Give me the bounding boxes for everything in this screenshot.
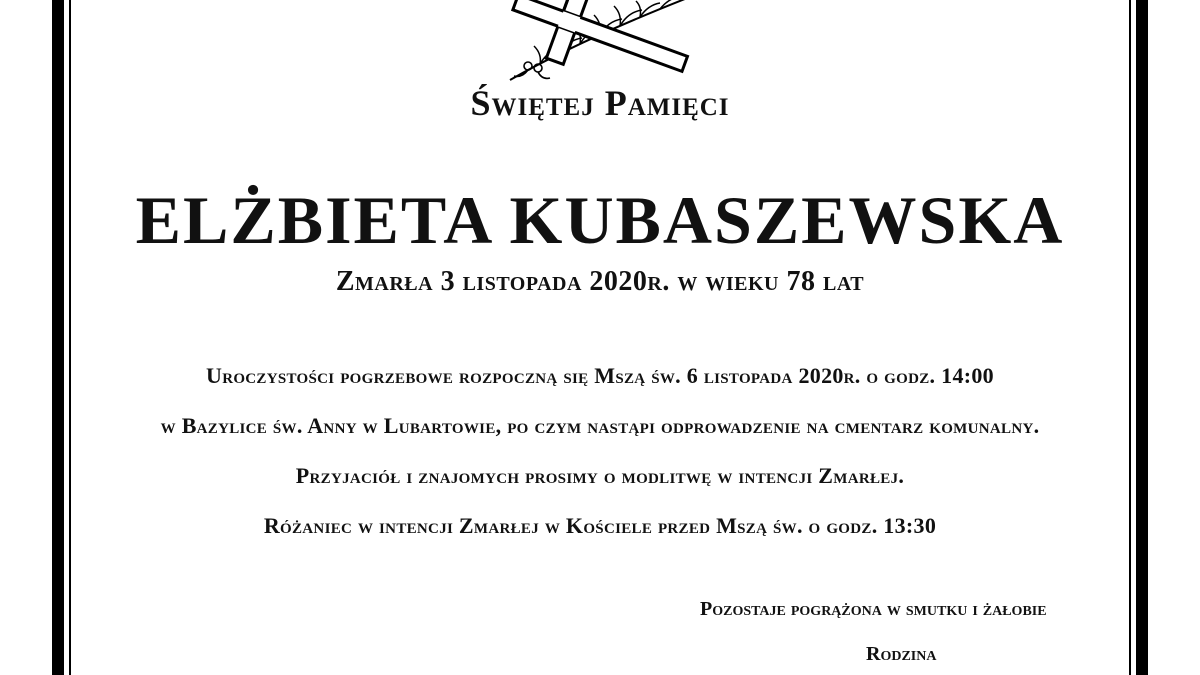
funeral-info-line: Uroczystości pogrzebowe rozpoczną się Mszą św. 6 listopada 2020r. o godz. 14:00 <box>206 363 994 388</box>
memorial-heading: Świętej Pamięci <box>470 83 730 123</box>
funeral-location-line: w Bazylice św. Anny w Lubartowie, po czym nastąpi odprowadzenie na cmentarz komunalny. <box>160 413 1040 438</box>
rosary-info-line: Różaniec w intencji Zmarłej w Kościele przed Mszą św. o godz. 13:30 <box>263 513 937 538</box>
family-signature: Rodzina <box>866 643 937 665</box>
prayer-request-line: Przyjaciół i znajomych prosimy o modlitwę w intencji Zmarłej. <box>295 463 905 488</box>
closing-line: Pozostaje pogrążona w smutku i żałobie <box>700 598 1047 620</box>
death-info: Zmarła 3 listopada 2020r. w wieku 78 lat <box>335 266 865 297</box>
cross-with-palm-branch-icon <box>500 0 700 90</box>
deceased-name: ELŻBIETA KUBASZEWSKA <box>135 182 1065 258</box>
